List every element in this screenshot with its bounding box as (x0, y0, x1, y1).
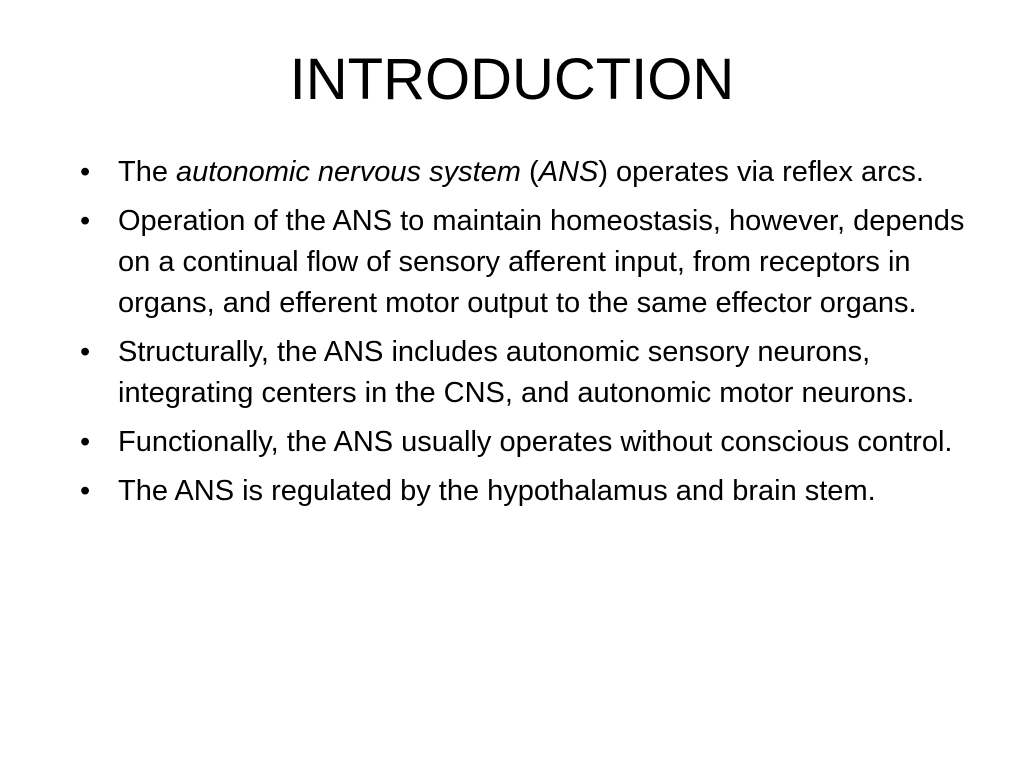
bullet-term-ans: ANS (538, 156, 599, 188)
bullet-item-homeostasis (74, 201, 990, 324)
bullet-text: Structurally, the ANS includes autonomic sensory neurons, integrating centers in the CNS, and autonomic motor neurons. (118, 336, 915, 409)
bullet-text: Operation of the ANS to maintain homeostasis, however, depends on a continual flow of sensory afferent input, from receptors in organs, and efferent motor output to the same effector organs. (118, 205, 965, 319)
bullet-icon: • (80, 156, 91, 188)
bullet-list (74, 152, 990, 520)
bullet-icon: • (80, 205, 91, 237)
bullet-term-autonomic-nervous-system: autonomic nervous system (176, 156, 521, 188)
bullet-text-part: The (118, 156, 177, 188)
bullet-item-regulation (74, 471, 990, 512)
bullet-text-part: ) operates via reflex arcs. (598, 156, 924, 188)
slide-title: INTRODUCTION (289, 47, 735, 112)
bullet-item-function (74, 422, 990, 463)
bullet-icon: • (80, 336, 91, 368)
bullet-item-ans-reflex (74, 152, 990, 193)
bullet-icon: • (80, 475, 91, 507)
bullet-text: The ANS is regulated by the hypothalamus and brain stem. (118, 475, 876, 507)
bullet-text-part: ( (520, 156, 539, 188)
bullet-icon: • (80, 426, 91, 458)
bullet-text: Functionally, the ANS usually operates without conscious control. (118, 426, 953, 458)
bullet-item-structure (74, 332, 990, 414)
